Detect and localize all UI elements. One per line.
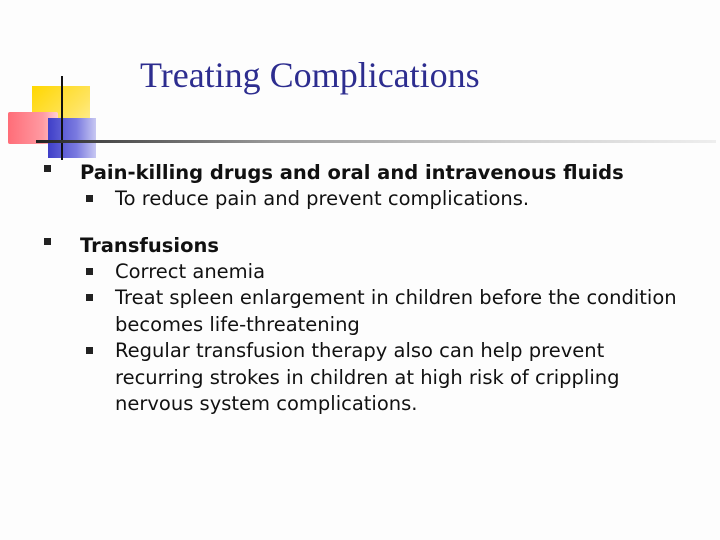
square-bullet-icon xyxy=(86,268,93,275)
bullet-item-pain-killing xyxy=(38,160,698,213)
sub-bullet-text: To reduce pain and prevent complications. xyxy=(115,187,530,210)
sub-bullet-item xyxy=(80,186,698,213)
sub-bullet-item xyxy=(80,259,698,286)
logo-blue-square xyxy=(48,118,96,158)
sub-bullet-text: Regular transfusion therapy also can help prevent recurring strokes in children at high risk of crippling nervous system complications. xyxy=(115,339,620,415)
bullet-item-transfusions xyxy=(38,233,698,418)
square-bullet-icon xyxy=(86,347,93,354)
square-bullet-icon xyxy=(44,238,51,245)
sub-bullet-text: Treat spleen enlargement in children before the condition becomes life-threatening xyxy=(115,286,677,336)
square-bullet-icon xyxy=(86,294,93,301)
slide-title: Treating Complications xyxy=(140,55,480,95)
logo-vertical-line xyxy=(61,76,63,160)
slide-content xyxy=(38,160,698,438)
square-bullet-icon xyxy=(86,195,93,202)
sub-bullet-text: Correct anemia xyxy=(115,259,266,283)
title-divider-line xyxy=(36,140,716,143)
bullet-item-title: Transfusions xyxy=(80,233,219,257)
bullet-item-title: Pain-killing drugs and oral and intravenous fluids xyxy=(80,161,624,184)
sub-bullet-item xyxy=(80,285,698,338)
square-bullet-icon xyxy=(44,165,51,172)
sub-bullet-item xyxy=(80,338,698,418)
